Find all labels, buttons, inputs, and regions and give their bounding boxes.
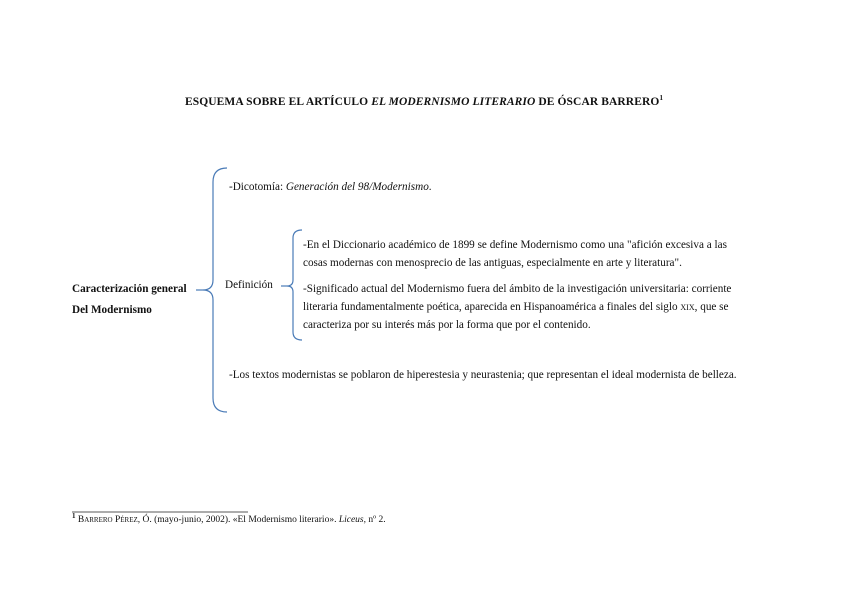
main-topic bbox=[72, 280, 187, 319]
definicion-label: Definición bbox=[225, 279, 273, 291]
dicotomia-item bbox=[229, 178, 432, 196]
footnote-number: 1 bbox=[72, 511, 76, 520]
title-work: EL MODERNISMO LITERARIO bbox=[371, 96, 536, 108]
siglo-xix: xix bbox=[680, 301, 695, 313]
dicotomia-prefix: -Dicotomía: bbox=[229, 181, 286, 193]
title-prefix: ESQUEMA SOBRE EL ARTÍCULO bbox=[184, 96, 372, 108]
title-suffix: DE ÓSCAR BARRERO bbox=[535, 96, 660, 108]
definicion-item-2-line2-text: literaria fundamentalmente poética, aparecida en Hispanoamérica a finales del siglo bbox=[303, 301, 681, 313]
footnote-tail: nº 2. bbox=[366, 515, 386, 525]
main-brace bbox=[203, 168, 227, 412]
definicion-item-2-line2 bbox=[303, 298, 731, 316]
definicion-item-1 bbox=[303, 236, 727, 272]
footnote-rest: , Ó. (mayo-junio, 2002). «El Modernismo literario». bbox=[137, 515, 339, 525]
definicion-item-2-line2-end: , que se bbox=[694, 301, 729, 313]
dicotomia-suffix: . bbox=[428, 181, 432, 193]
definicion-item-2-line1: -Significado actual del Modernismo fuera del ámbito de la investigación universitaria: corriente bbox=[303, 283, 732, 295]
footnote-author: Barrero Pérez bbox=[77, 515, 138, 525]
textos-item: -Los textos modernistas se poblaron de hiperestesia y neurastenia; que representan el ideal modernista de belleza. bbox=[229, 369, 737, 381]
definicion-item-2 bbox=[303, 280, 731, 334]
definicion-item-2-line3: caracteriza por su interés más por la forma que por el contenido. bbox=[303, 319, 591, 331]
footnote-journal: Liceus, bbox=[338, 515, 367, 525]
definicion-brace bbox=[287, 230, 302, 340]
dicotomia-value: Generación del 98/Modernismo bbox=[285, 181, 429, 193]
title-note-ref: 1 bbox=[659, 94, 664, 103]
main-topic-line1: Caracterización general bbox=[72, 283, 187, 295]
main-topic-line2: Del Modernismo bbox=[72, 304, 152, 316]
definicion-item-1-line2: cosas modernas con menosprecio de las antiguas, especialmente en arte y literatura". bbox=[303, 257, 682, 269]
footnote bbox=[72, 511, 386, 525]
definicion-item-1-line1: -En el Diccionario académico de 1899 se define Modernismo como una "afición excesiva a las bbox=[303, 239, 727, 251]
